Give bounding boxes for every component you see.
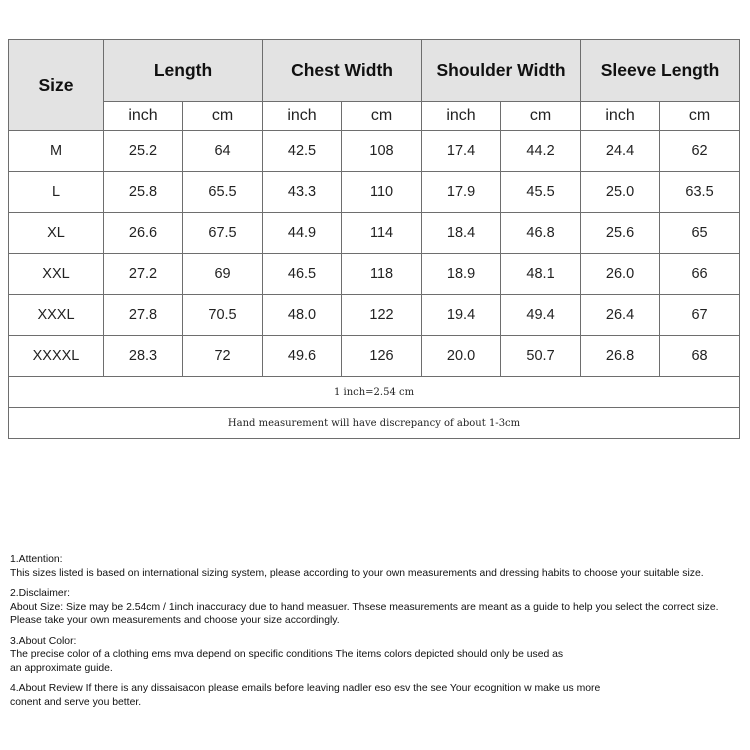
note-text: About Size: Size may be 2.54cm / 1inch inaccuracy due to hand measuer. Thsese measurements are meant as a guide to help you select the correct size. xyxy=(10,601,719,613)
note-heading: 3.About Color: xyxy=(10,635,77,647)
measurement-cell: 44.2 xyxy=(501,131,581,172)
unit-cell: inch xyxy=(263,102,342,131)
note-block xyxy=(10,682,745,709)
size-label-cell: L xyxy=(9,172,104,213)
measurement-cell: 46.5 xyxy=(263,254,342,295)
measurement-cell: 114 xyxy=(342,213,422,254)
header-row xyxy=(9,40,740,102)
unit-cell: cm xyxy=(501,102,581,131)
measurement-cell: 69 xyxy=(183,254,263,295)
measurement-cell: 43.3 xyxy=(263,172,342,213)
measurement-cell: 66 xyxy=(660,254,740,295)
size-label-cell: XL xyxy=(9,213,104,254)
size-label-cell: XXXL xyxy=(9,295,104,336)
measurement-note-row xyxy=(9,408,740,439)
measurement-cell: 17.9 xyxy=(422,172,501,213)
note-heading: 1.Attention: xyxy=(10,554,63,565)
conversion-note-row xyxy=(9,377,740,408)
measurement-cell: 26.6 xyxy=(104,213,183,254)
measurement-cell: 26.8 xyxy=(581,336,660,377)
measurement-cell: 25.0 xyxy=(581,172,660,213)
measurement-cell: 50.7 xyxy=(501,336,581,377)
unit-cell: inch xyxy=(422,102,501,131)
measurement-cell: 18.4 xyxy=(422,213,501,254)
measurement-cell: 26.0 xyxy=(581,254,660,295)
measurement-cell: 45.5 xyxy=(501,172,581,213)
measurement-cell: 18.9 xyxy=(422,254,501,295)
unit-row xyxy=(9,102,740,131)
unit-cell: cm xyxy=(183,102,263,131)
note-text: an approximate guide. xyxy=(10,662,113,674)
table-row xyxy=(9,336,740,377)
size-label-cell: XXXXL xyxy=(9,336,104,377)
table-row xyxy=(9,254,740,295)
measurement-cell: 63.5 xyxy=(660,172,740,213)
measurement-cell: 118 xyxy=(342,254,422,295)
conversion-note: 1 inch=2.54 cm xyxy=(9,377,740,408)
measurement-cell: 126 xyxy=(342,336,422,377)
measurement-cell: 48.0 xyxy=(263,295,342,336)
measurement-cell: 44.9 xyxy=(263,213,342,254)
table-row xyxy=(9,172,740,213)
size-label-cell: XXL xyxy=(9,254,104,295)
measurement-note: Hand measurement will have discrepancy of about 1-3cm xyxy=(9,408,740,439)
measurement-cell: 62 xyxy=(660,131,740,172)
unit-cell: inch xyxy=(104,102,183,131)
size-chart-table xyxy=(8,39,740,439)
note-block xyxy=(10,587,745,628)
measurement-cell: 49.6 xyxy=(263,336,342,377)
measurement-cell: 19.4 xyxy=(422,295,501,336)
header-size: Size xyxy=(9,40,104,131)
header-shoulder-width: Shoulder Width xyxy=(422,40,581,102)
size-label-cell: M xyxy=(9,131,104,172)
measurement-cell: 17.4 xyxy=(422,131,501,172)
unit-cell: cm xyxy=(342,102,422,131)
measurement-cell: 25.2 xyxy=(104,131,183,172)
measurement-cell: 27.8 xyxy=(104,295,183,336)
header-sleeve-length: Sleeve Length xyxy=(581,40,740,102)
measurement-cell: 46.8 xyxy=(501,213,581,254)
measurement-cell: 20.0 xyxy=(422,336,501,377)
table-row xyxy=(9,213,740,254)
measurement-cell: 25.8 xyxy=(104,172,183,213)
note-text: The precise color of a clothing ems mva depend on specific conditions The items colors depicted should only be used as xyxy=(10,649,564,660)
measurement-cell: 67 xyxy=(660,295,740,336)
measurement-cell: 64 xyxy=(183,131,263,172)
measurement-cell: 67.5 xyxy=(183,213,263,254)
measurement-cell: 122 xyxy=(342,295,422,336)
measurement-cell: 110 xyxy=(342,172,422,213)
measurement-cell: 48.1 xyxy=(501,254,581,295)
note-heading: 4.About Review If there is any dissaisacon please emails before leaving nadler eso esv the see Your ecognition w make us more xyxy=(10,683,601,694)
note-text: This sizes listed is based on international sizing system, please according to your own measurements and dressing habits to choose your suitable size. xyxy=(10,567,704,579)
note-block xyxy=(10,635,745,676)
measurement-cell: 25.6 xyxy=(581,213,660,254)
unit-cell: inch xyxy=(581,102,660,131)
measurement-cell: 65 xyxy=(660,213,740,254)
measurement-cell: 24.4 xyxy=(581,131,660,172)
measurement-cell: 72 xyxy=(183,336,263,377)
measurement-cell: 65.5 xyxy=(183,172,263,213)
note-text: conent and serve you better. xyxy=(10,696,142,708)
measurement-cell: 28.3 xyxy=(104,336,183,377)
measurement-cell: 26.4 xyxy=(581,295,660,336)
size-notes xyxy=(10,553,745,716)
measurement-cell: 68 xyxy=(660,336,740,377)
table-row xyxy=(9,131,740,172)
measurement-cell: 70.5 xyxy=(183,295,263,336)
measurement-cell: 42.5 xyxy=(263,131,342,172)
measurement-cell: 49.4 xyxy=(501,295,581,336)
note-heading: 2.Disclaimer: xyxy=(10,588,71,599)
note-block xyxy=(10,553,745,580)
header-chest-width: Chest Width xyxy=(263,40,422,102)
measurement-cell: 27.2 xyxy=(104,254,183,295)
unit-cell: cm xyxy=(660,102,740,131)
header-length: Length xyxy=(104,40,263,102)
size-chart-body xyxy=(9,40,740,439)
note-text: Please take your own measurements and choose your size accordingly. xyxy=(10,615,340,626)
measurement-cell: 108 xyxy=(342,131,422,172)
table-row xyxy=(9,295,740,336)
